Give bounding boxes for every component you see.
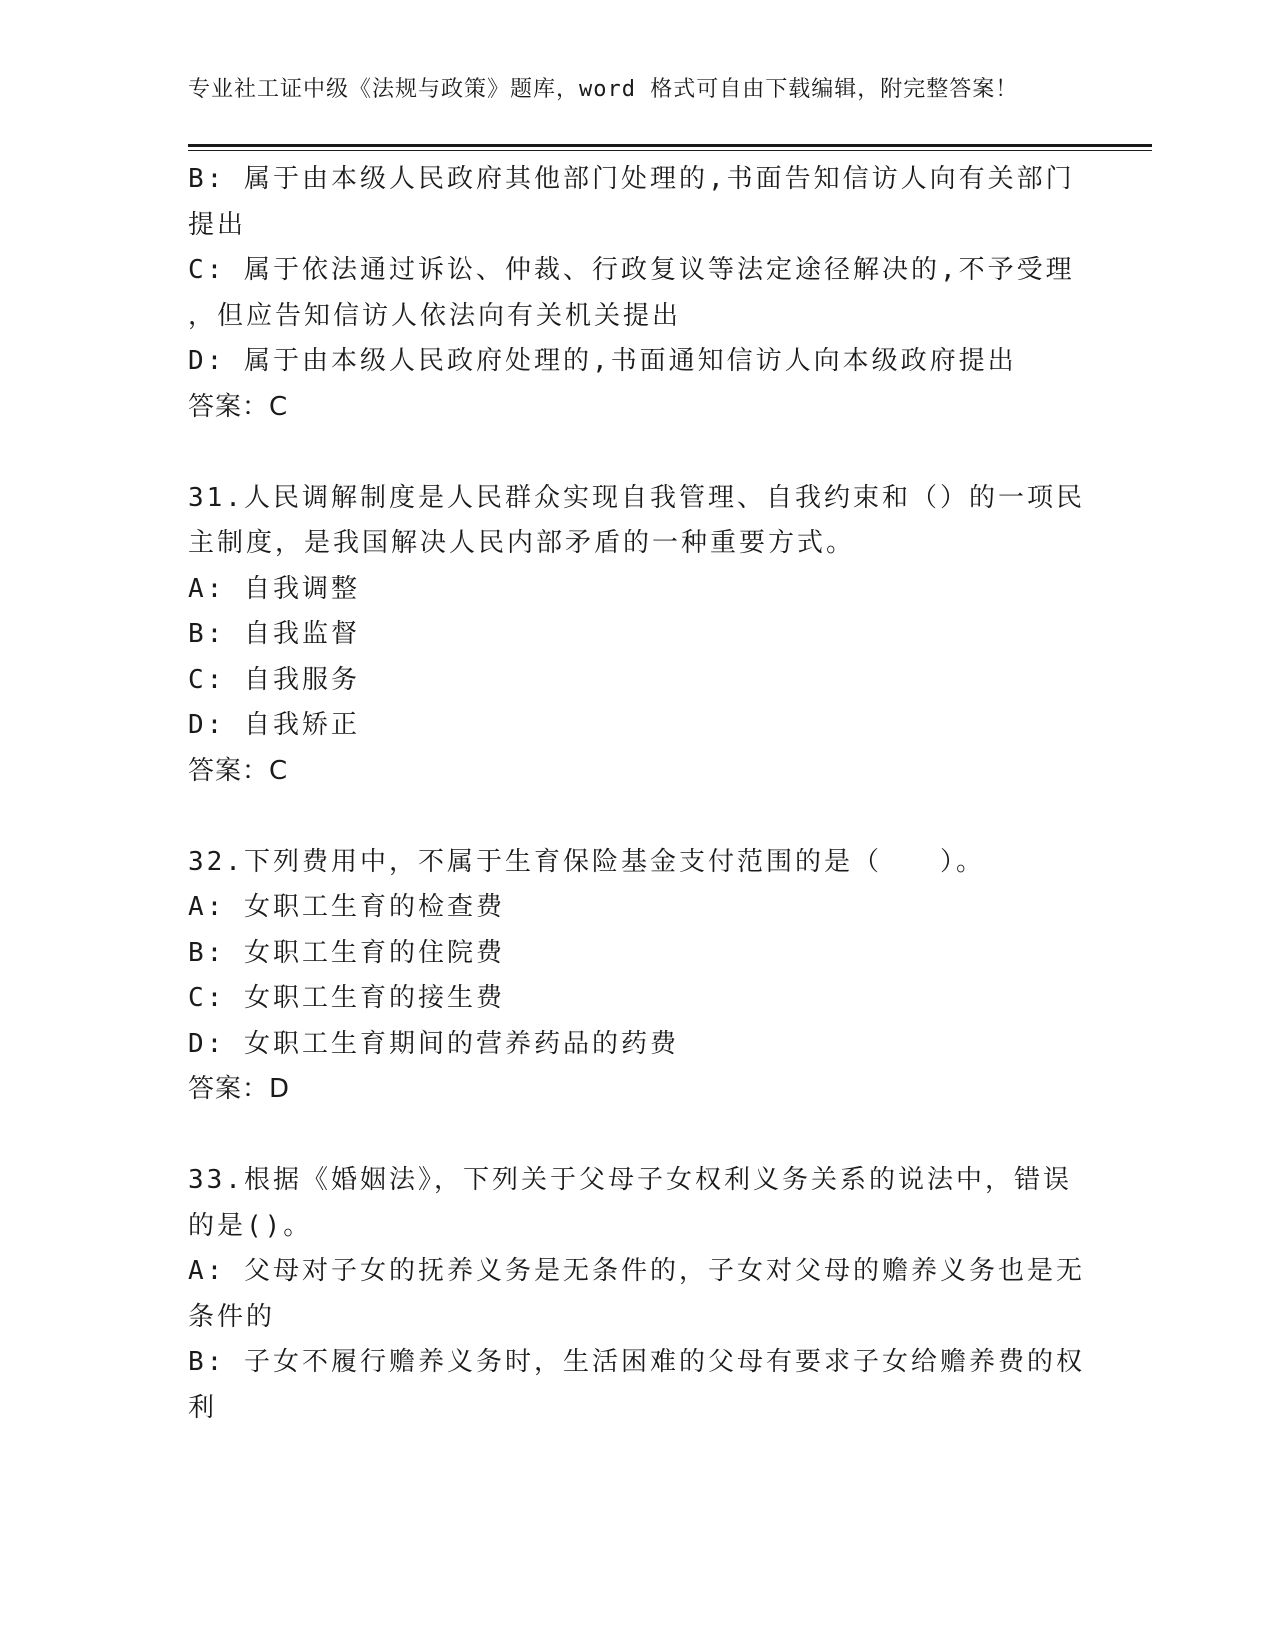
spacer [188,1113,1088,1159]
option-a: A: 女职工生育的检查费 [188,892,505,922]
question-stem: 33.根据《婚姻法》，下列关于父母子女权利义务关系的说法中，错误 [188,1165,1072,1195]
option-b [188,1340,1088,1431]
answer: 答案：C [188,391,289,422]
option-b: B: 女职工生育的住院费 [188,937,505,968]
question-content [188,157,1088,1431]
question-stem: 32.下列费用中，不属于生育保险基金支付范围的是（ ）。 [188,846,985,877]
option-b: B: 自我监督 [188,619,360,649]
option-line: D: 属于由本级人民政府处理的,书面通知信访人向本级政府提出 [188,346,1017,376]
question-stem: 主制度，是我国解决人民内部矛盾的一种重要方式。 [188,528,856,558]
question-31 [188,476,1088,795]
option-d: D: 自我矫正 [188,710,360,740]
header-rule-thin [188,150,1152,151]
option-line: 提出 [188,209,247,240]
answer: 答案：C [188,755,289,786]
option-line: B: 属于由本级人民政府其他部门处理的,书面告知信访人向有关部门 [188,164,1075,194]
option-c [188,248,1088,339]
option-line: B: 子女不履行赡养义务时，生活困难的父母有要求子女给赡养费的权 [188,1347,1085,1377]
option-line: C: 属于依法通过诉讼、仲裁、行政复议等法定途径解决的,不予受理 [188,255,1075,285]
question-33 [188,1158,1088,1431]
option-a: A: 自我调整 [188,573,360,604]
option-d [188,339,1088,385]
question-stem: 的是()。 [188,1210,313,1241]
page-header: 专业社工证中级《法规与政策》题库，word 格式可自由下载编辑，附完整答案！ [188,77,1019,102]
option-line: A: 父母对子女的抚养义务是无条件的，子女对父母的赡养义务也是无 [188,1256,1085,1286]
option-d: D: 女职工生育期间的营养药品的药费 [188,1028,679,1059]
option-a [188,1249,1088,1340]
option-b [188,157,1088,248]
option-c: C: 自我服务 [188,664,360,695]
option-line: ，但应告知信访人依法向有关机关提出 [188,300,682,331]
prev-question [188,157,1088,430]
spacer [188,430,1088,476]
question-stem: 31.人民调解制度是人民群众实现自我管理、自我约束和（）的一项民 [188,482,1085,513]
header-rule-thick [188,144,1152,147]
option-c: C: 女职工生育的接生费 [188,983,505,1013]
spacer [188,794,1088,840]
option-line: 条件的 [188,1301,276,1332]
answer: 答案：D [188,1074,291,1104]
option-line: 利 [188,1392,218,1423]
question-32 [188,840,1088,1113]
